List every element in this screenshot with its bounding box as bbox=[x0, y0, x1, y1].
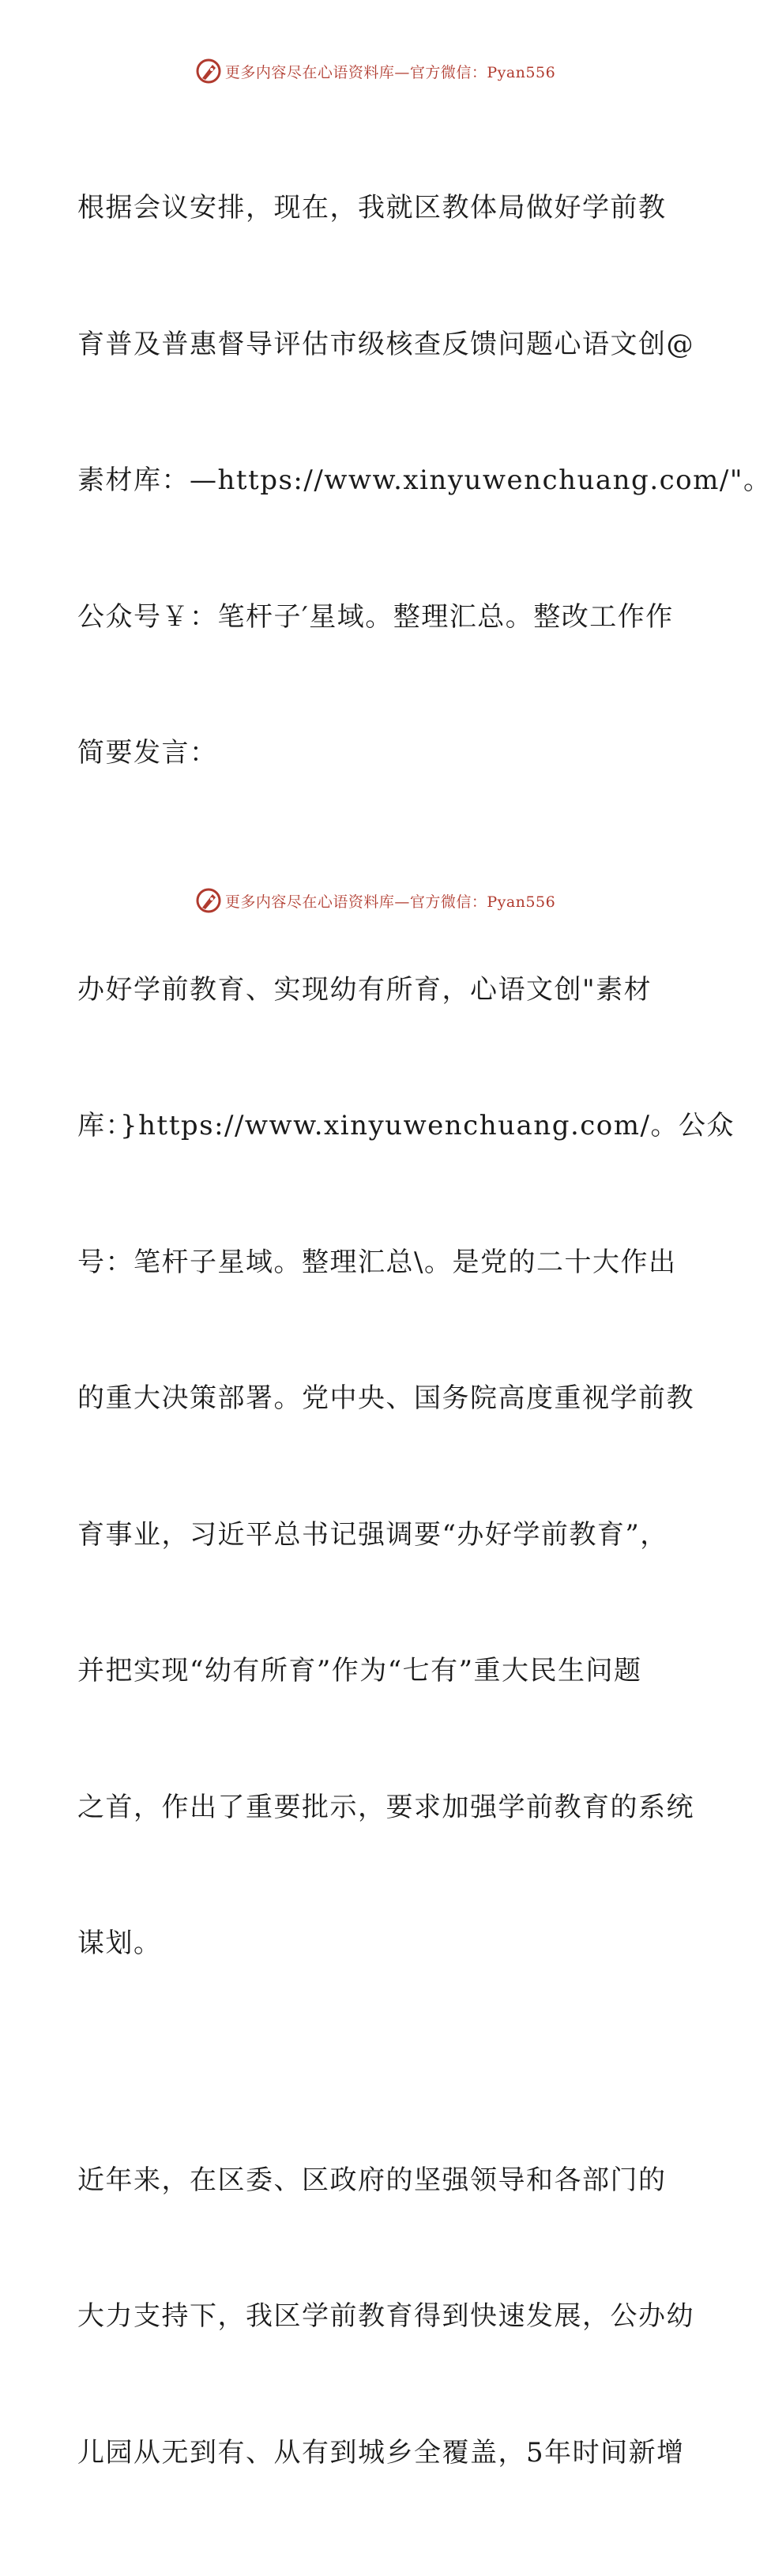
pen-nib-logo-icon bbox=[195, 58, 222, 85]
text-line: 之首，作出了重要批示，要求加强学前教育的系统 bbox=[77, 1791, 694, 1823]
document-body bbox=[77, 95, 771, 2576]
text-line: 近年来，在区委、区政府的坚强领导和各部门的 bbox=[77, 2164, 667, 2196]
paragraph-1 bbox=[77, 95, 771, 867]
text-line: 的重大决策部署。党中央、国务院高度重视学前教 bbox=[77, 1382, 694, 1414]
text-line: 根据会议安排，现在，我就区教体局做好学前教 bbox=[77, 192, 667, 224]
text-line: 并把实现“幼有所育”作为“七有”重大民生问题 bbox=[77, 1655, 642, 1687]
text-line: 素材库：—https://www.xinyuwenchuang.com/"。 bbox=[77, 464, 771, 496]
header-banner-text: 更多内容尽在心语资料库—官方微信：Pyan556 bbox=[224, 63, 556, 81]
header-banner bbox=[0, 55, 750, 87]
text-line: 简要发言： bbox=[77, 737, 218, 769]
footer-banner bbox=[0, 885, 750, 916]
text-line: 育普及普惠督导评估市级核查反馈问题心语文创@ bbox=[77, 328, 694, 360]
pen-nib-logo-icon bbox=[195, 887, 222, 914]
text-line: 谋划。 bbox=[77, 1927, 162, 1959]
text-line: 公众号￥：笔杆子′星域。整理汇总。整改工作作 bbox=[77, 600, 674, 633]
paragraph-3 bbox=[77, 2067, 694, 2567]
text-line: 号：笔杆子星域。整理汇总\。是党的二十大作出 bbox=[77, 1246, 677, 1278]
text-line: 儿园从无到有、从有到城乡全覆盖，5年时间新增 bbox=[77, 2436, 685, 2469]
footer-banner-text: 更多内容尽在心语资料库—官方微信：Pyan556 bbox=[224, 893, 556, 911]
text-line: 库：}https://www.xinyuwenchuang.com/。公众 bbox=[77, 1110, 735, 1141]
text-line: 大力支持下，我区学前教育得到快速发展，公办幼 bbox=[77, 2300, 694, 2332]
text-line: 办好学前教育、实现幼有所育，心语文创"素材 bbox=[77, 973, 653, 1006]
text-line: 育事业，习近平总书记强调要“办好学前教育”， bbox=[77, 1518, 668, 1551]
paragraph-2 bbox=[77, 877, 735, 2058]
